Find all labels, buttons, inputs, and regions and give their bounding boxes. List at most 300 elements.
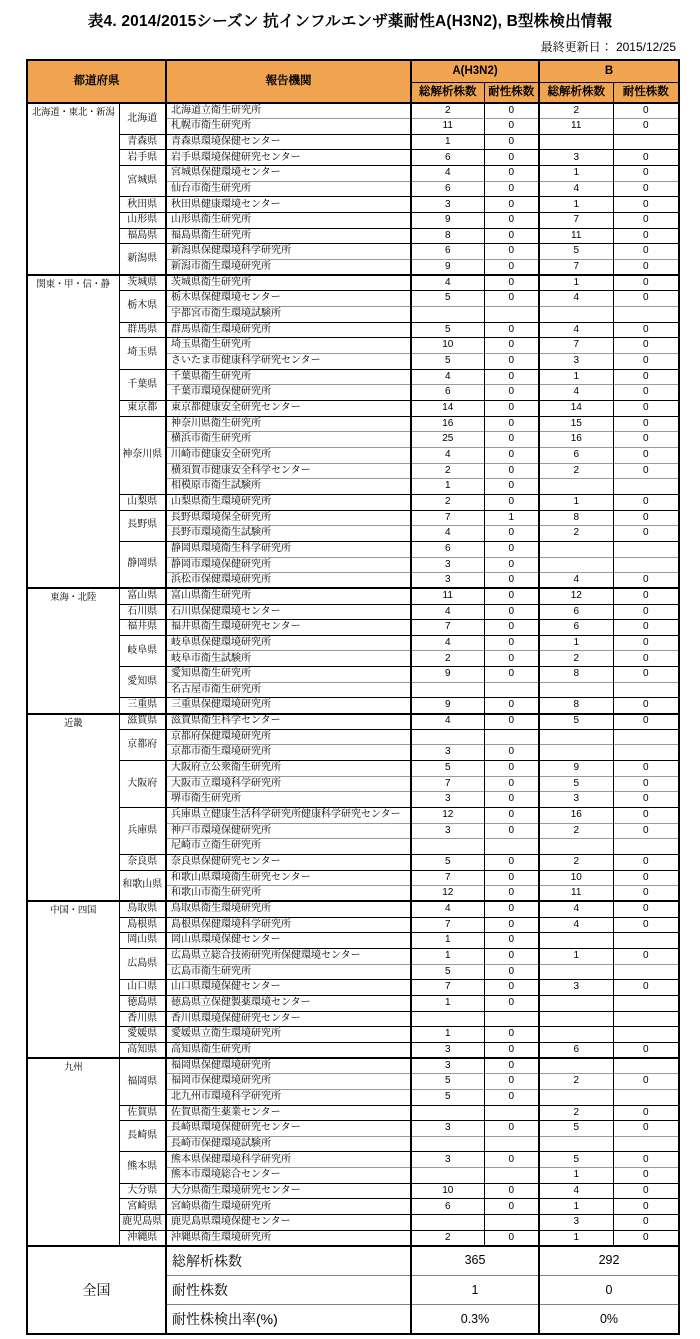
table-row bbox=[27, 244, 679, 260]
b-resistant-cell: 0 bbox=[613, 526, 679, 542]
a-total-cell: 1 bbox=[411, 479, 484, 495]
b-resistant-cell bbox=[613, 995, 679, 1011]
a-total-cell bbox=[411, 1215, 484, 1231]
b-total-cell: 5 bbox=[539, 776, 613, 792]
a-total-cell: 3 bbox=[411, 1121, 484, 1137]
table-row bbox=[27, 1105, 679, 1121]
region-cell: 関東・甲・信・静 bbox=[27, 275, 119, 588]
table-row bbox=[27, 635, 679, 651]
a-resistant-cell bbox=[484, 1168, 539, 1184]
a-resistant-cell: 0 bbox=[484, 980, 539, 996]
prefecture-cell: 富山県 bbox=[119, 588, 166, 604]
b-total-cell: 12 bbox=[539, 588, 613, 604]
b-resistant-cell: 0 bbox=[613, 792, 679, 808]
b-resistant-cell: 0 bbox=[613, 635, 679, 651]
organization-cell: 札幌市衛生研究所 bbox=[166, 119, 411, 135]
prefecture-cell: 大阪府 bbox=[119, 761, 166, 808]
b-total-cell: 5 bbox=[539, 1152, 613, 1168]
a-total-cell: 6 bbox=[411, 150, 484, 166]
prefecture-cell: 宮崎県 bbox=[119, 1199, 166, 1215]
a-total-cell: 2 bbox=[411, 651, 484, 667]
a-resistant-cell: 1 bbox=[484, 510, 539, 526]
organization-cell: 大分県衛生環境研究センター bbox=[166, 1183, 411, 1199]
b-resistant-cell: 0 bbox=[613, 369, 679, 385]
b-total-cell bbox=[539, 839, 613, 855]
a-resistant-cell: 0 bbox=[484, 541, 539, 557]
table-row bbox=[27, 980, 679, 996]
a-resistant-cell: 0 bbox=[484, 275, 539, 291]
b-total-cell: 3 bbox=[539, 150, 613, 166]
a-resistant-cell: 0 bbox=[484, 823, 539, 839]
b-resistant-cell bbox=[613, 1011, 679, 1027]
national-a-value: 1 bbox=[411, 1275, 539, 1305]
b-total-cell: 8 bbox=[539, 698, 613, 714]
a-resistant-cell: 0 bbox=[484, 792, 539, 808]
prefecture-cell: 香川県 bbox=[119, 1011, 166, 1027]
a-resistant-cell: 0 bbox=[484, 1042, 539, 1058]
b-total-cell: 3 bbox=[539, 1215, 613, 1231]
a-resistant-cell: 0 bbox=[484, 776, 539, 792]
national-b-value: 0 bbox=[539, 1275, 679, 1305]
table-row bbox=[27, 933, 679, 949]
organization-cell: 長野県環境保全研究所 bbox=[166, 510, 411, 526]
a-total-cell bbox=[411, 1105, 484, 1121]
prefecture-cell: 鹿児島県 bbox=[119, 1215, 166, 1231]
b-resistant-cell: 0 bbox=[613, 1230, 679, 1246]
b-resistant-cell: 0 bbox=[613, 855, 679, 871]
b-resistant-cell: 0 bbox=[613, 197, 679, 213]
organization-cell: 山口県環境保健センター bbox=[166, 980, 411, 996]
b-resistant-cell: 0 bbox=[613, 651, 679, 667]
a-resistant-cell bbox=[484, 729, 539, 745]
prefecture-cell: 栃木県 bbox=[119, 291, 166, 322]
organization-cell: 福井県衛生環境研究センター bbox=[166, 620, 411, 636]
b-total-cell: 8 bbox=[539, 510, 613, 526]
prefecture-cell: 鳥取県 bbox=[119, 901, 166, 917]
b-total-cell bbox=[539, 479, 613, 495]
organization-cell: 石川県保健環境センター bbox=[166, 604, 411, 620]
organization-cell: 東京都健康安全研究センター bbox=[166, 400, 411, 416]
b-total-cell: 1 bbox=[539, 166, 613, 182]
prefecture-cell: 北海道 bbox=[119, 103, 166, 134]
table-row bbox=[27, 197, 679, 213]
prefecture-cell: 滋賀県 bbox=[119, 714, 166, 730]
b-resistant-cell: 0 bbox=[613, 432, 679, 448]
a-total-cell bbox=[411, 1136, 484, 1152]
organization-cell: 神戸市環境保健研究所 bbox=[166, 823, 411, 839]
organization-cell: 新潟市衛生環境研究所 bbox=[166, 260, 411, 276]
table-row bbox=[27, 995, 679, 1011]
a-resistant-cell: 0 bbox=[484, 166, 539, 182]
prefecture-cell: 神奈川県 bbox=[119, 416, 166, 494]
table-row bbox=[27, 322, 679, 338]
b-resistant-cell: 0 bbox=[613, 823, 679, 839]
b-total-cell bbox=[539, 1058, 613, 1074]
national-row bbox=[27, 1246, 679, 1276]
table-header bbox=[27, 60, 679, 103]
b-resistant-cell bbox=[613, 307, 679, 323]
table-row bbox=[27, 338, 679, 354]
prefecture-cell: 岡山県 bbox=[119, 933, 166, 949]
a-total-cell bbox=[411, 729, 484, 745]
a-total-cell: 4 bbox=[411, 526, 484, 542]
organization-cell: 長崎市保健環境試験所 bbox=[166, 1136, 411, 1152]
a-resistant-cell: 0 bbox=[484, 808, 539, 824]
b-resistant-cell bbox=[613, 557, 679, 573]
header-group-b: B bbox=[539, 60, 679, 82]
b-total-cell: 15 bbox=[539, 416, 613, 432]
a-resistant-cell bbox=[484, 1215, 539, 1231]
organization-cell: 宇都宮市衛生環境試験所 bbox=[166, 307, 411, 323]
b-total-cell bbox=[539, 557, 613, 573]
a-total-cell: 1 bbox=[411, 995, 484, 1011]
prefecture-cell: 奈良県 bbox=[119, 855, 166, 871]
b-total-cell: 4 bbox=[539, 901, 613, 917]
organization-cell: 神奈川県衛生研究所 bbox=[166, 416, 411, 432]
region-cell: 北海道・東北・新潟 bbox=[27, 103, 119, 275]
b-total-cell bbox=[539, 933, 613, 949]
table-row bbox=[27, 1011, 679, 1027]
prefecture-cell: 徳島県 bbox=[119, 995, 166, 1011]
b-resistant-cell: 0 bbox=[613, 1152, 679, 1168]
a-total-cell: 3 bbox=[411, 745, 484, 761]
organization-cell: 山梨県衛生環境研究所 bbox=[166, 494, 411, 510]
b-resistant-cell: 0 bbox=[613, 1105, 679, 1121]
b-total-cell: 1 bbox=[539, 275, 613, 291]
a-total-cell: 5 bbox=[411, 1089, 484, 1105]
a-resistant-cell: 0 bbox=[484, 150, 539, 166]
national-metric-label: 耐性株検出率(%) bbox=[166, 1305, 411, 1335]
b-total-cell: 1 bbox=[539, 948, 613, 964]
b-total-cell: 11 bbox=[539, 886, 613, 902]
prefecture-cell: 宮城県 bbox=[119, 166, 166, 197]
b-total-cell: 9 bbox=[539, 761, 613, 777]
a-total-cell: 4 bbox=[411, 275, 484, 291]
b-total-cell: 4 bbox=[539, 291, 613, 307]
b-resistant-cell: 0 bbox=[613, 917, 679, 933]
national-metric-label: 耐性株数 bbox=[166, 1275, 411, 1305]
organization-cell: 静岡県環境衛生科学研究所 bbox=[166, 541, 411, 557]
a-resistant-cell bbox=[484, 1011, 539, 1027]
a-total-cell: 4 bbox=[411, 369, 484, 385]
b-resistant-cell: 0 bbox=[613, 886, 679, 902]
b-total-cell: 2 bbox=[539, 823, 613, 839]
organization-cell: 福岡市保健環境研究所 bbox=[166, 1074, 411, 1090]
table-row bbox=[27, 667, 679, 683]
organization-cell: 相模原市衛生試験所 bbox=[166, 479, 411, 495]
a-resistant-cell: 0 bbox=[484, 745, 539, 761]
organization-cell: 長野市環境衛生試験所 bbox=[166, 526, 411, 542]
organization-cell: 愛知県衛生研究所 bbox=[166, 667, 411, 683]
a-total-cell: 6 bbox=[411, 1199, 484, 1215]
a-resistant-cell: 0 bbox=[484, 964, 539, 980]
table-row bbox=[27, 541, 679, 557]
header-organization: 報告機関 bbox=[166, 60, 411, 103]
prefecture-cell: 石川県 bbox=[119, 604, 166, 620]
a-total-cell: 2 bbox=[411, 1230, 484, 1246]
a-resistant-cell: 0 bbox=[484, 1230, 539, 1246]
b-resistant-cell: 0 bbox=[613, 698, 679, 714]
table-row bbox=[27, 808, 679, 824]
b-total-cell bbox=[539, 1027, 613, 1043]
b-resistant-cell: 0 bbox=[613, 103, 679, 119]
b-resistant-cell bbox=[613, 729, 679, 745]
a-resistant-cell: 0 bbox=[484, 667, 539, 683]
b-resistant-cell: 0 bbox=[613, 667, 679, 683]
a-resistant-cell bbox=[484, 1105, 539, 1121]
b-resistant-cell: 0 bbox=[613, 447, 679, 463]
prefecture-cell: 新潟県 bbox=[119, 244, 166, 275]
b-resistant-cell bbox=[613, 1089, 679, 1105]
b-resistant-cell: 0 bbox=[613, 494, 679, 510]
table-row bbox=[27, 228, 679, 244]
prefecture-cell: 山梨県 bbox=[119, 494, 166, 510]
a-total-cell: 1 bbox=[411, 948, 484, 964]
region-cell: 中国・四国 bbox=[27, 901, 119, 1058]
prefecture-cell: 大分県 bbox=[119, 1183, 166, 1199]
a-total-cell: 12 bbox=[411, 808, 484, 824]
b-total-cell bbox=[539, 541, 613, 557]
a-resistant-cell: 0 bbox=[484, 917, 539, 933]
b-resistant-cell: 0 bbox=[613, 1199, 679, 1215]
b-total-cell: 4 bbox=[539, 917, 613, 933]
a-total-cell: 6 bbox=[411, 541, 484, 557]
b-resistant-cell: 0 bbox=[613, 463, 679, 479]
table-row bbox=[27, 1152, 679, 1168]
a-resistant-cell: 0 bbox=[484, 1183, 539, 1199]
organization-cell: 三重県保健環境研究所 bbox=[166, 698, 411, 714]
a-total-cell: 12 bbox=[411, 886, 484, 902]
organization-cell: 堺市衛生研究所 bbox=[166, 792, 411, 808]
a-resistant-cell: 0 bbox=[484, 119, 539, 135]
prefecture-cell: 熊本県 bbox=[119, 1152, 166, 1183]
a-resistant-cell: 0 bbox=[484, 260, 539, 276]
a-resistant-cell: 0 bbox=[484, 432, 539, 448]
b-resistant-cell: 0 bbox=[613, 1074, 679, 1090]
b-total-cell: 4 bbox=[539, 385, 613, 401]
table-row bbox=[27, 134, 679, 150]
a-resistant-cell: 0 bbox=[484, 870, 539, 886]
a-total-cell: 2 bbox=[411, 103, 484, 119]
b-resistant-cell: 0 bbox=[613, 948, 679, 964]
b-resistant-cell: 0 bbox=[613, 338, 679, 354]
a-resistant-cell: 0 bbox=[484, 494, 539, 510]
prefecture-cell: 三重県 bbox=[119, 698, 166, 714]
organization-cell: 岩手県環境保健研究センター bbox=[166, 150, 411, 166]
organization-cell: 和歌山市衛生研究所 bbox=[166, 886, 411, 902]
b-total-cell: 11 bbox=[539, 119, 613, 135]
a-total-cell: 16 bbox=[411, 416, 484, 432]
table-row bbox=[27, 870, 679, 886]
prefecture-cell: 山形県 bbox=[119, 213, 166, 229]
b-total-cell bbox=[539, 682, 613, 698]
a-total-cell: 7 bbox=[411, 620, 484, 636]
b-resistant-cell: 0 bbox=[613, 714, 679, 730]
a-total-cell bbox=[411, 307, 484, 323]
table-row bbox=[27, 604, 679, 620]
table-row bbox=[27, 291, 679, 307]
b-resistant-cell: 0 bbox=[613, 604, 679, 620]
b-resistant-cell: 0 bbox=[613, 260, 679, 276]
header-group-a: A(H3N2) bbox=[411, 60, 539, 82]
b-total-cell bbox=[539, 1089, 613, 1105]
a-resistant-cell: 0 bbox=[484, 1074, 539, 1090]
prefecture-cell: 沖縄県 bbox=[119, 1230, 166, 1246]
a-resistant-cell: 0 bbox=[484, 181, 539, 197]
a-resistant-cell: 0 bbox=[484, 291, 539, 307]
a-resistant-cell: 0 bbox=[484, 1152, 539, 1168]
a-total-cell: 3 bbox=[411, 792, 484, 808]
a-total-cell: 4 bbox=[411, 901, 484, 917]
organization-cell: 富山県衛生研究所 bbox=[166, 588, 411, 604]
organization-cell: 鳥取県衛生環境研究所 bbox=[166, 901, 411, 917]
organization-cell: 埼玉県衛生研究所 bbox=[166, 338, 411, 354]
prefecture-cell: 和歌山県 bbox=[119, 870, 166, 901]
table-row bbox=[27, 714, 679, 730]
a-total-cell: 7 bbox=[411, 980, 484, 996]
a-total-cell: 5 bbox=[411, 855, 484, 871]
organization-cell: 滋賀県衛生科学センター bbox=[166, 714, 411, 730]
a-resistant-cell: 0 bbox=[484, 933, 539, 949]
a-total-cell: 9 bbox=[411, 213, 484, 229]
a-total-cell bbox=[411, 682, 484, 698]
b-total-cell: 1 bbox=[539, 1168, 613, 1184]
a-total-cell: 7 bbox=[411, 510, 484, 526]
b-resistant-cell: 0 bbox=[613, 291, 679, 307]
a-resistant-cell: 0 bbox=[484, 213, 539, 229]
organization-cell: 青森県環境保健センター bbox=[166, 134, 411, 150]
organization-cell: 山形県衛生研究所 bbox=[166, 213, 411, 229]
b-total-cell: 1 bbox=[539, 635, 613, 651]
b-resistant-cell bbox=[613, 134, 679, 150]
prefecture-cell: 広島県 bbox=[119, 948, 166, 979]
organization-cell: 広島県立総合技術研究所保健環境センター bbox=[166, 948, 411, 964]
table-row bbox=[27, 588, 679, 604]
a-total-cell: 25 bbox=[411, 432, 484, 448]
b-resistant-cell: 0 bbox=[613, 150, 679, 166]
organization-cell: 鹿児島県環境保健センター bbox=[166, 1215, 411, 1231]
prefecture-cell: 愛知県 bbox=[119, 667, 166, 698]
b-resistant-cell bbox=[613, 479, 679, 495]
a-total-cell: 4 bbox=[411, 635, 484, 651]
b-total-cell: 2 bbox=[539, 463, 613, 479]
organization-cell: 奈良県保健研究センター bbox=[166, 855, 411, 871]
table-body bbox=[27, 103, 679, 1334]
b-total-cell: 1 bbox=[539, 197, 613, 213]
b-total-cell: 6 bbox=[539, 1042, 613, 1058]
a-resistant-cell: 0 bbox=[484, 479, 539, 495]
b-total-cell: 4 bbox=[539, 322, 613, 338]
a-resistant-cell: 0 bbox=[484, 651, 539, 667]
prefecture-cell: 島根県 bbox=[119, 917, 166, 933]
prefecture-cell: 群馬県 bbox=[119, 322, 166, 338]
a-total-cell: 1 bbox=[411, 1027, 484, 1043]
national-metric-label: 総解析株数 bbox=[166, 1246, 411, 1276]
prefecture-cell: 福岡県 bbox=[119, 1058, 166, 1105]
last-updated-label: 最終更新日： bbox=[540, 40, 613, 54]
organization-cell: 福岡県保健環境研究所 bbox=[166, 1058, 411, 1074]
table-row bbox=[27, 761, 679, 777]
national-label-cell: 全国 bbox=[27, 1246, 166, 1335]
a-total-cell: 3 bbox=[411, 557, 484, 573]
organization-cell: 愛媛県立衛生環境研究所 bbox=[166, 1027, 411, 1043]
a-total-cell: 3 bbox=[411, 573, 484, 589]
a-resistant-cell: 0 bbox=[484, 134, 539, 150]
table-row bbox=[27, 948, 679, 964]
b-resistant-cell: 0 bbox=[613, 322, 679, 338]
prefecture-cell: 福島県 bbox=[119, 228, 166, 244]
b-resistant-cell: 0 bbox=[613, 510, 679, 526]
a-total-cell: 1 bbox=[411, 134, 484, 150]
prefecture-cell: 山口県 bbox=[119, 980, 166, 996]
b-resistant-cell: 0 bbox=[613, 808, 679, 824]
table-row bbox=[27, 369, 679, 385]
b-total-cell: 10 bbox=[539, 870, 613, 886]
b-total-cell: 4 bbox=[539, 573, 613, 589]
a-resistant-cell bbox=[484, 682, 539, 698]
organization-cell: 秋田県健康環境センター bbox=[166, 197, 411, 213]
a-resistant-cell: 0 bbox=[484, 1121, 539, 1137]
organization-cell: 岡山県環境保健センター bbox=[166, 933, 411, 949]
organization-cell: 千葉県衛生研究所 bbox=[166, 369, 411, 385]
b-resistant-cell: 0 bbox=[613, 166, 679, 182]
organization-cell: 静岡市環境保健研究所 bbox=[166, 557, 411, 573]
a-total-cell: 7 bbox=[411, 870, 484, 886]
prefecture-cell: 愛媛県 bbox=[119, 1027, 166, 1043]
a-total-cell: 9 bbox=[411, 260, 484, 276]
organization-cell: 群馬県衛生環境研究所 bbox=[166, 322, 411, 338]
a-resistant-cell: 0 bbox=[484, 244, 539, 260]
table-row bbox=[27, 1058, 679, 1074]
prefecture-cell: 青森県 bbox=[119, 134, 166, 150]
b-resistant-cell: 0 bbox=[613, 761, 679, 777]
b-total-cell: 1 bbox=[539, 369, 613, 385]
a-total-cell: 6 bbox=[411, 244, 484, 260]
b-resistant-cell: 0 bbox=[613, 181, 679, 197]
b-total-cell bbox=[539, 995, 613, 1011]
a-total-cell bbox=[411, 839, 484, 855]
organization-cell: 福島県衛生研究所 bbox=[166, 228, 411, 244]
organization-cell: 栃木県保健環境センター bbox=[166, 291, 411, 307]
a-resistant-cell: 0 bbox=[484, 400, 539, 416]
b-resistant-cell: 0 bbox=[613, 1215, 679, 1231]
a-total-cell bbox=[411, 1011, 484, 1027]
a-resistant-cell: 0 bbox=[484, 948, 539, 964]
header-prefecture: 都道府県 bbox=[27, 60, 166, 103]
b-resistant-cell: 0 bbox=[613, 416, 679, 432]
a-resistant-cell: 0 bbox=[484, 1089, 539, 1105]
b-total-cell: 7 bbox=[539, 213, 613, 229]
prefecture-cell: 高知県 bbox=[119, 1042, 166, 1058]
organization-cell: 岐阜県保健環境研究所 bbox=[166, 635, 411, 651]
b-total-cell: 3 bbox=[539, 354, 613, 370]
b-total-cell bbox=[539, 745, 613, 761]
a-resistant-cell: 0 bbox=[484, 1027, 539, 1043]
b-resistant-cell bbox=[613, 964, 679, 980]
a-total-cell: 5 bbox=[411, 761, 484, 777]
a-total-cell: 4 bbox=[411, 604, 484, 620]
a-resistant-cell: 0 bbox=[484, 635, 539, 651]
table-row bbox=[27, 166, 679, 182]
b-total-cell: 8 bbox=[539, 667, 613, 683]
a-resistant-cell: 0 bbox=[484, 1058, 539, 1074]
national-b-value: 0% bbox=[539, 1305, 679, 1335]
b-total-cell bbox=[539, 307, 613, 323]
b-resistant-cell bbox=[613, 839, 679, 855]
a-resistant-cell: 0 bbox=[484, 369, 539, 385]
prefecture-cell: 秋田県 bbox=[119, 197, 166, 213]
b-resistant-cell bbox=[613, 1058, 679, 1074]
